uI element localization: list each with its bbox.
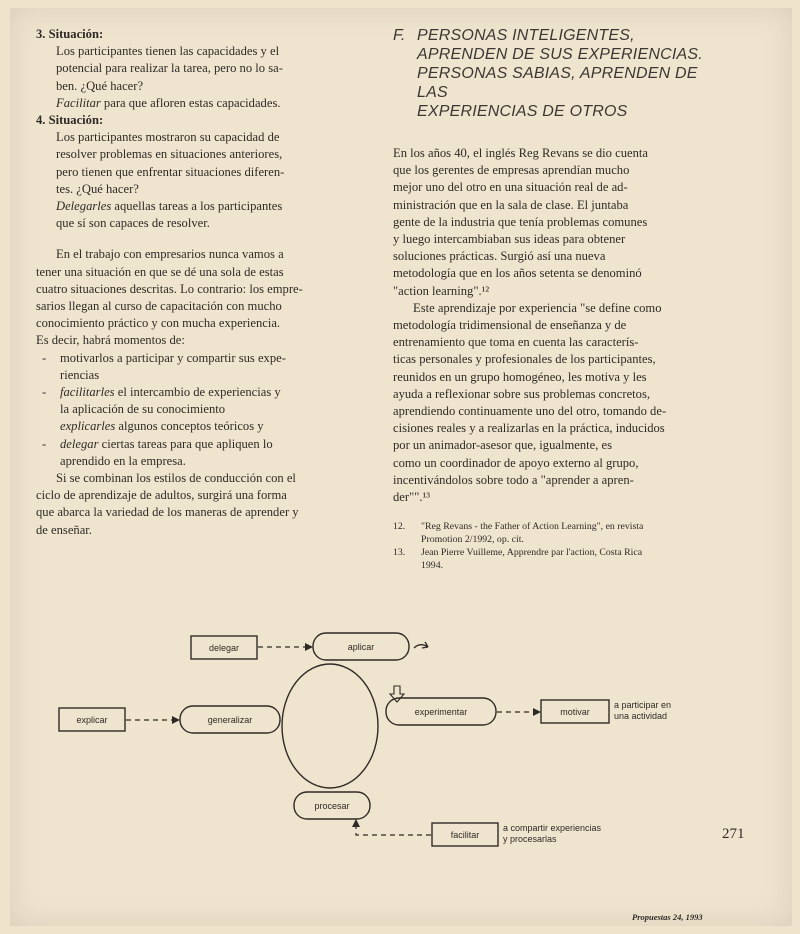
text-line: Facilitar para que afloren estas capacidades.	[56, 95, 281, 110]
section-letter: F.	[393, 27, 406, 44]
facilitar-note: a compartir experiencias	[503, 823, 602, 833]
learning-cycle-diagram	[10, 8, 792, 926]
text-line: En el trabajo con empresarios nunca vamos a	[56, 247, 284, 262]
node-aplicar: aplicar	[347, 642, 375, 652]
heading-line: APRENDEN DE SUS EXPERIENCIAS.	[417, 46, 703, 63]
node-delegar: delegar	[208, 643, 240, 653]
heading-line: EXPERIENCIAS DE OTROS	[417, 103, 628, 120]
heading-line: PERSONAS SABIAS, APRENDEN DE LAS	[417, 65, 698, 101]
node-facilitar: facilitar	[450, 830, 480, 840]
motivar-note: a participar en	[614, 700, 672, 710]
list-item: - facilitarles el intercambio de experiencias y la aplicación de su conocimiento explicarles algunos conceptos teóricos y	[42, 384, 366, 436]
footer-citation: Propuestas 24, 1993	[632, 912, 703, 922]
document-page	[10, 8, 792, 926]
text-line: incentivándolos sobre todo a "aprender a apren-	[393, 472, 634, 487]
node-explicar: explicar	[76, 715, 108, 725]
text-line: tes. ¿Qué hacer?	[56, 181, 139, 196]
text-line: tener una situación en que se dé una sola de estas	[36, 264, 284, 279]
text-line: "action learning".¹²	[393, 283, 490, 298]
text-line: que los gerentes de empresas aprendían mucho	[393, 163, 630, 178]
situation-3-title: 3. Situación:	[36, 27, 104, 41]
text-line: sarios llegan al curso de capacitación con mucho	[36, 299, 282, 314]
text-line: la aplicación de su conocimiento	[60, 402, 226, 417]
text-line: "Reg Revans - the Father of Action Learning", en revista	[421, 521, 644, 533]
text-line: mejor uno del otro en una situación real de ad-	[393, 180, 628, 195]
arrowhead-icon	[172, 716, 180, 724]
arrowhead-icon	[305, 643, 313, 651]
facilitar-note: y procesarlas	[503, 834, 557, 844]
text-line: aprendido en la empresa.	[60, 453, 186, 468]
text-line: y luego intercambiaban sus ideas para obtener	[393, 232, 626, 247]
arrowhead-icon	[352, 819, 360, 827]
node-generalizar: generalizar	[207, 715, 253, 725]
cycle-arrow-icon	[414, 642, 428, 648]
text-line: Este aprendizaje por experiencia "se define como	[413, 300, 662, 315]
text-line: Los participantes mostraron su capacidad de	[56, 130, 280, 145]
text-line: metodología que en los años setenta se denominó	[393, 266, 642, 281]
text-line: Los participantes tienen las capacidades y el	[56, 44, 280, 59]
text-line: entrenamiento que toma en cuenta las caracterís-	[393, 335, 639, 350]
motivar-note: una actividad	[614, 711, 668, 721]
text-line: Jean Pierre Vuilleme, Apprendre par l'action, Costa Rica	[421, 547, 643, 559]
text-line: gente de la industria que tenía problemas comunes	[393, 214, 648, 229]
page-number: 271	[722, 826, 745, 842]
text-line: soluciones prácticas. Surgió así una nueva	[393, 249, 606, 264]
text-line: 1994.	[421, 560, 444, 572]
text-line: por un animador-asesor que, igualmente, es	[393, 438, 613, 453]
text-line: resolver problemas en situaciones anteriores,	[56, 147, 283, 162]
text-line: Promotion 2/1992, op. cit.	[421, 534, 524, 546]
cycle-ellipse	[282, 664, 378, 788]
text-line: aprendiendo continuamente uno del otro, tomando de-	[393, 404, 667, 419]
text-line: pero tienen que enfrentar situaciones diferen-	[56, 164, 285, 179]
text-line: de enseñar.	[36, 522, 92, 537]
text-line: delegar ciertas tareas para que apliquen lo	[60, 436, 273, 451]
text-line: En los años 40, el inglés Reg Revans se dio cuenta	[393, 146, 648, 160]
text-line: ciclo de aprendizaje de adultos, surgirá una forma	[36, 488, 287, 503]
text-line: potencial para realizar la tarea, pero no lo sa-	[56, 61, 283, 76]
list-item: - motivarlos a participar y compartir sus expe- riencias	[42, 350, 366, 384]
text-line: Si se combinan los estilos de conducción con el	[56, 471, 296, 486]
footnote: 13. Jean Pierre Vuilleme, Apprendre par l'action, Costa Rica 1994.	[393, 547, 643, 572]
text-line: Es decir, habrá momentos de:	[36, 333, 185, 348]
text-line: ayuda a reflexionar sobre sus problemas concretos,	[393, 386, 651, 401]
node-procesar: procesar	[314, 801, 350, 811]
text-line: Delegarles aquellas tareas a los participantes	[56, 199, 283, 214]
text-line: que sí son capaces de resolver.	[56, 216, 210, 231]
text-line: ben. ¿Qué hacer?	[56, 78, 144, 93]
text-line: ministración que en la sala de clase. El juntaba	[393, 197, 629, 212]
heading-line: PERSONAS INTELIGENTES,	[417, 27, 635, 44]
text-line: ticas personales y profesionales de los participantes,	[393, 352, 656, 367]
text-line: der"".¹³	[393, 490, 431, 505]
text-line: reunidos en un grupo homogéneo, les motiva y les	[393, 369, 647, 384]
text-line: metodología tridimensional de enseñanza y de	[393, 318, 627, 333]
situation-4-title: 4. Situación:	[36, 113, 104, 128]
text-line: conocimiento práctico y con mucha experiencia.	[36, 316, 281, 331]
text-line: motivarlos a participar y compartir sus expe-	[60, 350, 286, 365]
arrowhead-icon	[533, 708, 541, 716]
text-line: cisiones reales y a realizarlas en la práctica, inducidos	[393, 421, 665, 436]
node-motivar: motivar	[560, 707, 590, 717]
text-line: cuatro situaciones descritas. Lo contrario: los empre-	[36, 281, 303, 296]
text-line: que abarca la variedad de los maneras de aprender y	[36, 505, 299, 520]
text-line: riencias	[60, 367, 100, 382]
text-line: explicarles algunos conceptos teóricos y	[60, 419, 264, 434]
text-line: facilitarles el intercambio de experiencias y	[60, 385, 281, 400]
text-line: como un coordinador de apoyo externo al grupo,	[393, 455, 639, 470]
node-experimentar: experimentar	[414, 707, 468, 717]
footnote: 12. "Reg Revans - the Father of Action Learning", en revista Promotion 2/1992, op. cit.	[393, 521, 644, 546]
list-item: - delegar ciertas tareas para que apliquen lo aprendido en la empresa.	[42, 436, 366, 470]
